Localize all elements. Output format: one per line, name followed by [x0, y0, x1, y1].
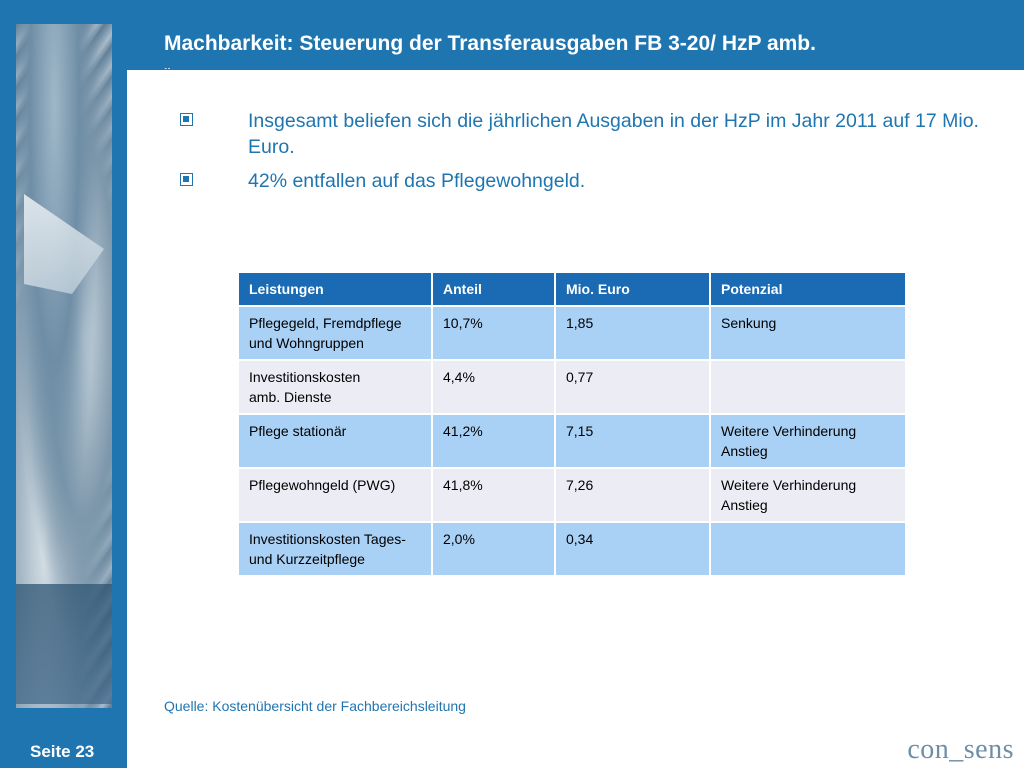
- table-cell: Pflegegeld, Fremdpflege und Wohngruppen: [238, 306, 432, 360]
- table-cell: Pflege stationär: [238, 414, 432, 468]
- table-cell: 4,4%: [432, 360, 555, 414]
- column-header: Potenzial: [710, 272, 906, 306]
- table-cell: Investitionskosten amb. Dienste: [238, 360, 432, 414]
- table-cell: Weitere Verhinderung Anstieg: [710, 468, 906, 522]
- table-cell: 0,34: [555, 522, 710, 576]
- table-row: [238, 522, 906, 576]
- table-header-row: [238, 272, 906, 306]
- photo-detail: [24, 194, 104, 294]
- table-cell: [710, 360, 906, 414]
- source-note: Quelle: Kostenübersicht der Fachbereichsleitung: [164, 698, 466, 714]
- table-cell: 1,85: [555, 306, 710, 360]
- table-cell: [710, 522, 906, 576]
- decorative-photo: [16, 24, 112, 708]
- table-cell: 2,0%: [432, 522, 555, 576]
- table-cell: Weitere Verhinderung Anstieg: [710, 414, 906, 468]
- title-overflow-text: ..: [164, 60, 171, 69]
- photo-detail: [16, 584, 112, 704]
- table-cell: 7,15: [555, 414, 710, 468]
- expenditure-table: [237, 271, 907, 577]
- table-cell: 7,26: [555, 468, 710, 522]
- table-cell: 41,8%: [432, 468, 555, 522]
- page-number: Seite 23: [30, 742, 95, 761]
- bullet-list: [180, 108, 990, 202]
- column-header: Mio. Euro: [555, 272, 710, 306]
- slide-title: Machbarkeit: Steuerung der Transferausgaben FB 3-20/ HzP amb.: [164, 32, 816, 55]
- table-cell: 10,7%: [432, 306, 555, 360]
- table-row: [238, 306, 906, 360]
- bullet-text: Insgesamt beliefen sich die jährlichen Ausgaben in der HzP im Jahr 2011 auf 17 Mio. Euro.: [248, 110, 979, 158]
- square-bullet-icon: [180, 173, 193, 186]
- column-header: Anteil: [432, 272, 555, 306]
- table-cell: 0,77: [555, 360, 710, 414]
- table-row: [238, 414, 906, 468]
- table-row: [238, 468, 906, 522]
- table-row: [238, 360, 906, 414]
- column-header: Leistungen: [238, 272, 432, 306]
- table-cell: Investitionskosten Tages- und Kurzzeitpflege: [238, 522, 432, 576]
- table-cell: 41,2%: [432, 414, 555, 468]
- table-cell: Senkung: [710, 306, 906, 360]
- con-sens-logo: con_sens: [907, 734, 1014, 765]
- table-cell: Pflegewohngeld (PWG): [238, 468, 432, 522]
- square-bullet-icon: [180, 113, 193, 126]
- bullet-text: 42% entfallen auf das Pflegewohngeld.: [248, 170, 586, 192]
- bullet-item: [180, 168, 990, 194]
- bullet-item: [180, 108, 990, 160]
